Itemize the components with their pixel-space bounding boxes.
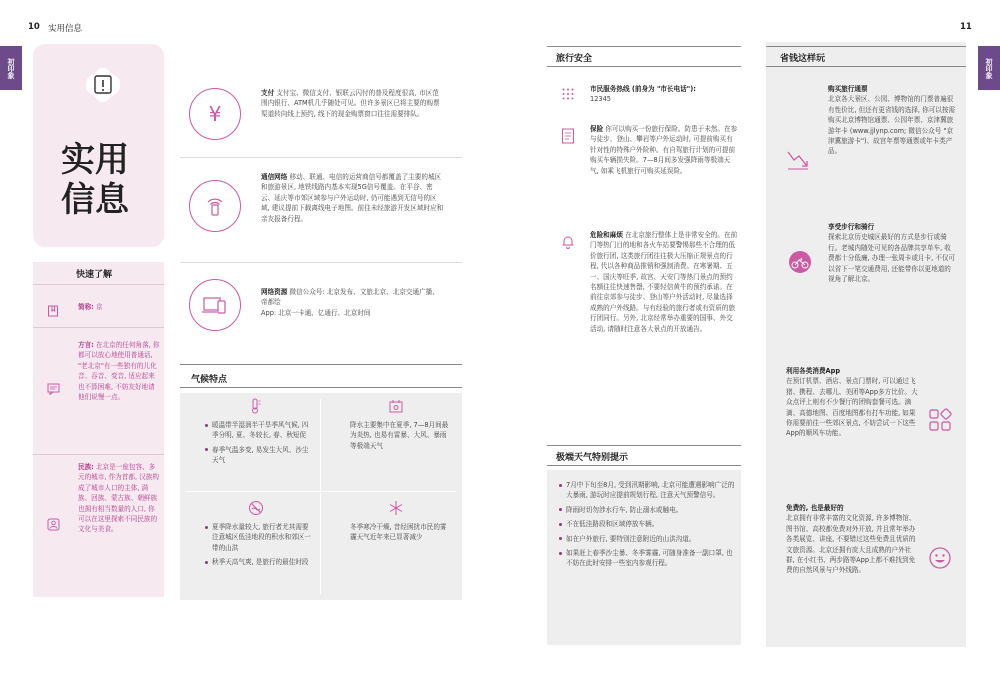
saving-item-text: 北京拥有非常丰富的文化资源, 许多博物馆、图书馆、高校都免费对外开放, 并且常年举办各类展览、讲座, 不要错过这些免费且优质的文旅资源。北京还拥有庞大且成熟的户外社群, 在小红书、两步路等App上都不难找到免费的自然风景与户外线路。 bbox=[786, 514, 916, 575]
devices-icon bbox=[189, 279, 241, 331]
network-label: 通信网络 bbox=[261, 173, 288, 181]
saving-item-title: 享受步行和骑行 bbox=[828, 223, 875, 231]
speech-icon bbox=[47, 380, 60, 399]
bookmark-icon bbox=[47, 302, 59, 321]
side-tab-label-right: 初印象 bbox=[985, 57, 993, 79]
dialect-text: 在北京的任何角落, 你都可以放心地使用普通话, "老北京"有一些独有的儿化音、吞音、变音, 适应起来也不算困难, 不妨友好地请他们说慢一点。 bbox=[78, 341, 160, 402]
network-text: 移动、联通、电信的运营商信号都覆盖了主要的城区和旅游景区, 地铁线路内基本实现5G信号覆盖。在平谷、密云、延庆等市郊区域参与户外运动时, 仍可能遇到无信号的区域, 建议提前下载离线电子地图。前往未经旅游开发区域时应和亲友报备行程。 bbox=[261, 173, 444, 223]
page-title bbox=[61, 140, 129, 220]
hotline-block bbox=[590, 84, 738, 105]
climate-point: 秋季天高气爽, 是旅行的最佳时段 bbox=[205, 557, 315, 567]
weather-tip: 7月中下旬至8月, 受到汛期影响, 北京可能遭遇影响广泛的大暴雨, 游玩时应提前规划行程, 注意天气预警信号。 bbox=[559, 480, 735, 501]
climate-point: 暖温带半湿润半干旱季风气候, 四季分明, 夏、冬较长, 春、秋短促 bbox=[205, 420, 310, 441]
page-number-right: 11 bbox=[960, 22, 972, 32]
weather-tip: 如果赶上春季沙尘暴、冬季雾霾, 可随身准备一副口罩, 也不妨在此时安排一些室内参观行程。 bbox=[559, 548, 735, 569]
saving-item-text: 探索北京历史城区最好的方式是步行或骑行。老城内随处可见的各品牌共享单车, 收费都十分低廉, 办理一张周卡或月卡, 不仅可以省下一笔交通费用, 还能带你以更地道的视角了解北京。 bbox=[828, 233, 956, 284]
page-number-left: 10 bbox=[28, 22, 40, 32]
hotline-number: 12345 bbox=[590, 95, 611, 104]
climate-cell-1 bbox=[205, 420, 310, 470]
yen-icon: ¥ bbox=[189, 88, 241, 140]
saving-item-3 bbox=[786, 366, 919, 439]
weather-tip: 降雨时切勿涉水行车, 防止溺水或触电。 bbox=[559, 505, 735, 515]
sun-calendar-icon bbox=[388, 398, 404, 418]
saving-item-text: 北京各大景区、公园、博物馆的门票普遍很有性价比, 但还有更省钱的选择, 你可以按需购买北京博物馆通票、公园年票、京津冀旅游年卡 (www.jjlynp.com; 微信公众号 "京津冀旅游卡")、故宫年票等通票或年卡类产品。 bbox=[828, 95, 956, 156]
side-tab-label: 初印象 bbox=[7, 57, 15, 79]
extreme-weather-panel bbox=[547, 470, 741, 645]
warning-icon bbox=[84, 66, 122, 104]
phone-keypad-icon bbox=[561, 86, 575, 105]
climate-header: 气候特点 bbox=[191, 375, 228, 385]
mobile-signal-icon bbox=[189, 180, 241, 232]
saving-item-title: 利用各类消费App bbox=[786, 367, 841, 375]
weather-tip: 不在低洼路段和区域停放车辆。 bbox=[559, 519, 735, 529]
bicycle-icon bbox=[786, 250, 814, 278]
snowflake-icon bbox=[388, 500, 404, 520]
danger-block bbox=[590, 230, 738, 334]
payment-label: 支付 bbox=[261, 89, 275, 97]
alert-bell-icon bbox=[561, 234, 575, 254]
insurance-doc-icon bbox=[561, 128, 575, 148]
saving-item-2 bbox=[828, 222, 956, 284]
climate-cell-2: 降水主要集中在夏季, 7—8月间最为炎热, 也易有雷暴、大风、暴雨等极端天气 bbox=[350, 421, 449, 450]
climate-point: 夏季降水量较大, 旅行者尤其需要注意城区低洼地段的积水和郊区一带的山洪 bbox=[205, 522, 315, 553]
resources-block bbox=[261, 287, 445, 318]
ethnicity-text: 北京是一座包容、多元的城市, 作为首都, 汉族构成了城市人口的主体, 满族、回族、蒙古族、朝鲜族也拥有相当数量的人口, 你可以在这里探索不同民族的文化与美食。 bbox=[78, 463, 159, 534]
side-tab-left bbox=[0, 46, 22, 90]
insurance-label: 保险 bbox=[590, 125, 604, 133]
saving-item-1 bbox=[828, 84, 956, 157]
extreme-weather-header: 极端天气特别提示 bbox=[556, 453, 629, 463]
resources-label: 网络资源 bbox=[261, 288, 288, 296]
hotline-label: 市民服务热线 (前身为 "市长电话"): bbox=[590, 85, 696, 93]
thermometer-icon bbox=[248, 398, 262, 418]
saving-item-title: 免费的, 也是最好的 bbox=[786, 504, 844, 512]
payment-text: 支付宝、微信支付、银联云闪付的普及程度很高, 市区范围内银行、ATM机几乎随处可见。但许多景区已将主要的购票渠道转向线上预约, 线下的现金购票窗口往往需要排队。 bbox=[261, 89, 440, 118]
trend-down-icon bbox=[786, 148, 810, 174]
network-block bbox=[261, 172, 445, 224]
quick-facts-header: 快速了解 bbox=[76, 270, 113, 280]
abbr-value: 京 bbox=[95, 303, 103, 311]
saving-item-4 bbox=[786, 503, 919, 576]
resources-apps: App: 北京一卡通、亿通行、北京时间 bbox=[261, 308, 371, 317]
climate-cell-3 bbox=[205, 522, 315, 572]
no-swim-icon bbox=[248, 500, 264, 520]
ethnicity-label: 民族: bbox=[78, 463, 94, 471]
climate-cell-4: 冬季寒冷干燥, 昔经困扰市民的雾霾天气近年来已显著减少 bbox=[350, 523, 447, 542]
side-tab-right bbox=[978, 46, 1000, 90]
resources-text: 微信公众号: 北京发布、文旅北京、北京交通广播、帝都绘 bbox=[261, 288, 439, 307]
dialect-label: 方言: bbox=[78, 341, 94, 349]
title-line-2: 信息 bbox=[61, 180, 129, 220]
danger-text: 在北京旅行整体上是非常安全的。在前门等热门目的地和各火车站要警惕那些不合理的低价旅行团, 这类旅行团往往极大压缩正规景点的行程, 代以各种商品推销和强制消费。在寒暑期、五一、国庆等旺季, 故宫、天安门等热门景点的预约名额往往快速售罄, 不要轻信黄牛的预约承诺。在前往京郊参与徒步、登山等户外活动时, 尽量选择成熟的户外线路。与有经验的旅行者或有资质的旅行团同行。另外, 北京经常举办重要的国事、外交活动, 请随时注意各大景点的开放通告。 bbox=[590, 231, 738, 333]
quick-facts-panel bbox=[33, 262, 164, 597]
person-icon bbox=[47, 516, 60, 535]
safety-header: 旅行安全 bbox=[556, 54, 593, 64]
running-title: 实用信息 bbox=[48, 24, 83, 34]
saving-header: 省钱这样玩 bbox=[780, 54, 826, 64]
saving-item-text: 在预订机票、酒店、景点门票时, 可以通过飞猪、携程、去哪儿、美团等App多方比价。大众点评上则有不少餐厅的团购套餐可选。滴滴、高德地图、百度地图都有打车功能, 如果你需要前往一些郊区景点, 不妨尝试一下这些App的顺风车功能。 bbox=[786, 377, 918, 438]
smiley-icon bbox=[928, 546, 952, 574]
danger-label: 危险和麻烦 bbox=[590, 231, 623, 239]
title-box bbox=[33, 44, 164, 247]
title-line-1: 实用 bbox=[61, 140, 129, 180]
payment-block bbox=[261, 88, 445, 119]
climate-point: 春季气温多变, 易发生大风、沙尘天气 bbox=[205, 445, 310, 466]
abbr-label: 简称: bbox=[78, 303, 94, 311]
saving-item-title: 购买旅行通票 bbox=[828, 85, 868, 93]
weather-tip: 如在户外旅行, 要特别注意附近的山洪沟道。 bbox=[559, 534, 735, 544]
insurance-block bbox=[590, 124, 738, 176]
apps-grid-icon bbox=[928, 408, 952, 436]
insurance-text: 你可以购买一份旅行保险。防患于未然。在参与徒步、登山、攀岩等户外运动时, 可提前购买有针对性的特殊户外险种。有自驾旅行计划的可提前购买车辆损失险。7—8月间多发强降雨等极端天气, 如乘飞机旅行可购买延误险。 bbox=[590, 125, 738, 175]
